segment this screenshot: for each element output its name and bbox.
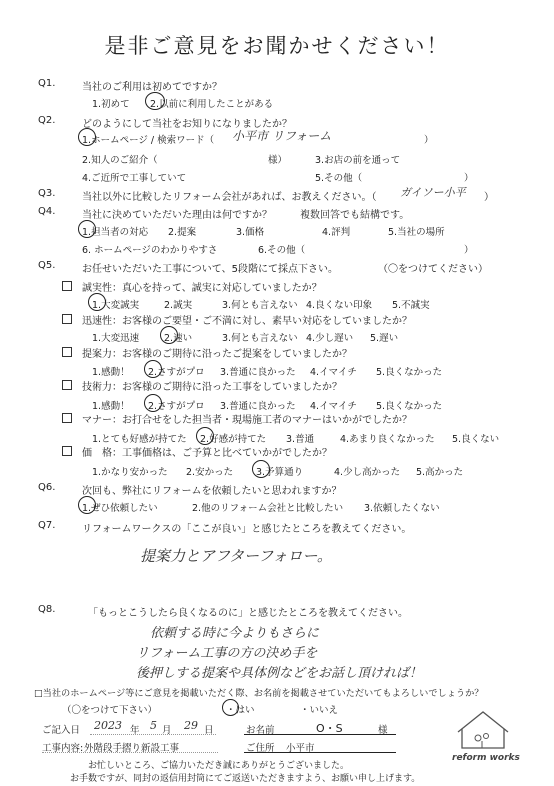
q5-item1-option-5[interactable]: 5.不誠実 [392, 300, 430, 311]
q5-item2-option-3[interactable]: 3.何とも言えない [222, 333, 298, 344]
q5-item5-option-2[interactable]: 2.好感が持てた [200, 434, 267, 445]
date-day[interactable]: 29 [184, 719, 198, 732]
q3-number: Q3. [38, 188, 56, 199]
page-title: 是非ご意見をお聞かせください！ [104, 34, 450, 58]
q5-item4-option-1[interactable]: 1.感動！ [92, 401, 130, 412]
q4-option-6[interactable]: 6. ホームページのわかりやすさ [82, 245, 218, 256]
date-day-unit: 日 [204, 725, 214, 736]
q5-item2-option-4[interactable]: 4.少し遅い [306, 333, 354, 344]
q5-item6-option-3[interactable]: 3.予算通り [256, 467, 304, 478]
consent-note: （〇をつけて下さい） [62, 705, 158, 716]
q4-option-5[interactable]: 5.当社の場所 [388, 227, 445, 238]
q2-option-1[interactable]: 1.ホームページ / 検索ワード（ [82, 135, 215, 146]
date-year-unit: 年 [130, 725, 140, 736]
q5-item6-answer-circle [252, 460, 270, 478]
q5-item1-answer-circle [88, 293, 106, 311]
q2-option-5-close: ） [464, 173, 474, 184]
q5-item3-option-2[interactable]: 2.さすがプロ [148, 367, 205, 378]
name-label: お名前 [246, 725, 275, 736]
q5-text: お任せいただいた工事について、5段階にて採点下さい。 [82, 264, 338, 275]
q1-number: Q1. [38, 78, 56, 89]
q5-item3-option-1[interactable]: 1.感動！ [92, 367, 130, 378]
q5-item6-option-1[interactable]: 1.かなり安かった [92, 467, 168, 478]
work-label: 工事内容: [42, 743, 84, 754]
q5-item4-label: 技術力：お客様のご期待に沿った工事をしていましたか？ [82, 382, 342, 393]
q6-text: 次回も、弊社にリフォームを依頼したいと思われますか？ [82, 486, 342, 497]
q1-text: 当社のご利用は初めてですか？ [82, 82, 222, 93]
q5-item2-option-1[interactable]: 1.大変迅速 [92, 333, 140, 344]
q5-item5-option-1[interactable]: 1.とても好感が持てた [92, 434, 187, 445]
q6-option-3[interactable]: 3.依頼したくない [364, 503, 440, 514]
consent-yes[interactable]: ・はい [226, 705, 255, 716]
date-month[interactable]: 5 [150, 719, 157, 732]
q5-number: Q5. [38, 260, 56, 271]
q5-item3-option-5[interactable]: 5.良くなかった [376, 367, 443, 378]
q2-text: どのようにして当社をお知りになりましたか？ [82, 119, 292, 130]
q4-option-2[interactable]: 2.提案 [168, 227, 197, 238]
q4-option-7-close: ） [464, 245, 474, 256]
q5-item2-label: 迅速性：お客様のご要望・ご不満に対し、素早い対応をしていましたか？ [82, 316, 412, 327]
q8-answer-line-1: 依頼する時に今よりもさらに [150, 626, 320, 641]
q7-number: Q7. [38, 520, 56, 531]
q1-option-2[interactable]: 2.以前に利用したことがある [150, 99, 274, 110]
q1-answer-circle [145, 92, 165, 110]
q4-text: 当社に決めていただいた理由は何ですか？ [82, 210, 272, 221]
q4-answer-circle [78, 220, 96, 238]
q5-item2-answer-circle [160, 326, 178, 344]
q5-item1-option-2[interactable]: 2.誠実 [164, 300, 193, 311]
q4-note: 複数回答でも結構です。 [300, 210, 410, 221]
q5-item4-option-2[interactable]: 2.さすがプロ [148, 401, 205, 412]
q4-option-3[interactable]: 3.価格 [236, 227, 265, 238]
q5-item4-checkbox[interactable] [62, 380, 72, 390]
q2-option-3[interactable]: 3.お店の前を通って [315, 155, 401, 166]
date-year[interactable]: 2023 [94, 719, 122, 732]
date-label: ご記入日 [42, 725, 81, 736]
q6-option-1[interactable]: 1.ぜひ依頼したい [82, 503, 158, 514]
work-underline [42, 752, 218, 753]
q6-number: Q6. [38, 482, 56, 493]
q5-item6-option-5[interactable]: 5.高かった [416, 467, 464, 478]
address-value[interactable]: 小平市 [286, 743, 315, 754]
q5-item5-answer-circle [196, 427, 214, 445]
consent-text: □当社のホームページ等にご意見を掲載いただく際、お名前を掲載させていただいてもよろしいでしょうか？ [34, 688, 484, 699]
q5-item5-option-3[interactable]: 3.普通 [286, 434, 315, 445]
q5-item1-checkbox[interactable] [62, 281, 72, 291]
q5-item6-label: 価 格：工事価格は、ご予算と比べていかがでしたか？ [82, 448, 332, 459]
name-value[interactable]: O・S [316, 722, 343, 735]
date-month-unit: 月 [162, 725, 172, 736]
q5-item1-option-1[interactable]: 1.大変誠実 [92, 300, 140, 311]
q5-item2-option-2[interactable]: 2.速い [164, 333, 193, 344]
q8-text: 「もっとこうしたら良くなるのに」と感じたところを教えてください。 [88, 608, 408, 619]
q5-item4-option-3[interactable]: 3.普通に良かった [220, 401, 296, 412]
q4-option-7[interactable]: 6.その他（ [258, 245, 306, 256]
q5-item3-option-3[interactable]: 3.普通に良かった [220, 367, 296, 378]
q2-answer-circle [78, 128, 96, 146]
q1-option-1[interactable]: 1.初めて [92, 99, 130, 110]
q5-item1-option-3[interactable]: 3.何とも言えない [222, 300, 298, 311]
q5-item5-option-4[interactable]: 4.あまり良くなかった [340, 434, 435, 445]
q2-option-5[interactable]: 5.その他（ [315, 173, 363, 184]
q2-option-1-close: ） [424, 135, 434, 146]
q5-item3-label: 提案力：お客様のご期待に沿ったご提案をしていましたか？ [82, 349, 352, 360]
logo-text: reform works [452, 753, 520, 763]
q5-item6-option-2[interactable]: 2.安かった [186, 467, 234, 478]
q5-item3-answer-circle [144, 360, 162, 378]
q6-answer-circle [78, 496, 96, 514]
work-value[interactable]: 外階段手摺り新設工事 [84, 743, 180, 754]
q4-option-1[interactable]: 1.担当者の対応 [82, 227, 149, 238]
q5-item6-checkbox[interactable] [62, 446, 72, 456]
q3-close: ） [484, 192, 494, 203]
q5-item4-option-4[interactable]: 4.イマイチ [310, 401, 357, 412]
address-underline [244, 752, 396, 753]
q6-option-2[interactable]: 2.他のリフォーム会社と比較したい [192, 503, 344, 514]
q4-number: Q4. [38, 206, 56, 217]
q5-item4-answer-circle [144, 394, 162, 412]
address-label: ご住所 [246, 743, 275, 754]
q4-option-4[interactable]: 4.評判 [322, 227, 351, 238]
consent-no[interactable]: ・いいえ [300, 705, 339, 716]
reform-works-logo-icon [448, 708, 518, 752]
consent-answer-circle [222, 699, 239, 716]
q7-answer: 提案力とアフターフォロー。 [140, 547, 332, 565]
q5-item5-checkbox[interactable] [62, 413, 72, 423]
q7-text: リフォームワークスの「ここが良い」と感じたところを教えてください。 [82, 524, 412, 535]
q2-answer-text: 小平市 リフォーム [232, 129, 332, 143]
name-suffix: 様 [378, 725, 388, 736]
q5-item1-option-4[interactable]: 4.良くない印象 [306, 300, 373, 311]
q8-answer-line-2: リフォーム工事の方の決め手を [136, 646, 318, 661]
q5-item6-option-4[interactable]: 4.少し高かった [334, 467, 401, 478]
q2-option-4[interactable]: 4.ご近所で工事していて [82, 173, 187, 184]
q5-item3-checkbox[interactable] [62, 347, 72, 357]
date-underline [90, 734, 216, 735]
q5-item2-checkbox[interactable] [62, 314, 72, 324]
q5-item5-option-5[interactable]: 5.良くない [452, 434, 500, 445]
thanks-line-2: お手数ですが、同封の返信用封筒にてご返送いただきますよう、お願い申し上げます。 [70, 774, 421, 784]
q5-item5-label: マナー：お打合せをした担当者・現場施工者のマナーはいかがでしたか？ [82, 415, 412, 426]
thanks-line-1: お忙しいところ、ご協力いただき誠にありがとうございました。 [88, 761, 350, 771]
q5-item2-option-5[interactable]: 5.遅い [370, 333, 399, 344]
q8-answer-line-3: 後押しする提案や具体例などをお話し頂ければ！ [136, 666, 423, 681]
q2-option-2-close: 様） [268, 155, 288, 166]
q5-item3-option-4[interactable]: 4.イマイチ [310, 367, 357, 378]
q3-text: 当社以外に比較したリフォーム会社があれば、お教えください。（ [82, 192, 377, 203]
q5-item1-label: 誠実性：真心を持って、誠実に対応していましたか？ [82, 283, 322, 294]
q8-number: Q8. [38, 604, 56, 615]
q5-item4-option-5[interactable]: 5.良くなかった [376, 401, 443, 412]
q2-number: Q2. [38, 115, 56, 126]
q3-answer-text: ガイソー小平 [400, 186, 466, 199]
q5-note: （〇をつけてください） [378, 264, 488, 275]
name-underline [244, 734, 396, 735]
q2-option-2[interactable]: 2.知人のご紹介（ [82, 155, 158, 166]
